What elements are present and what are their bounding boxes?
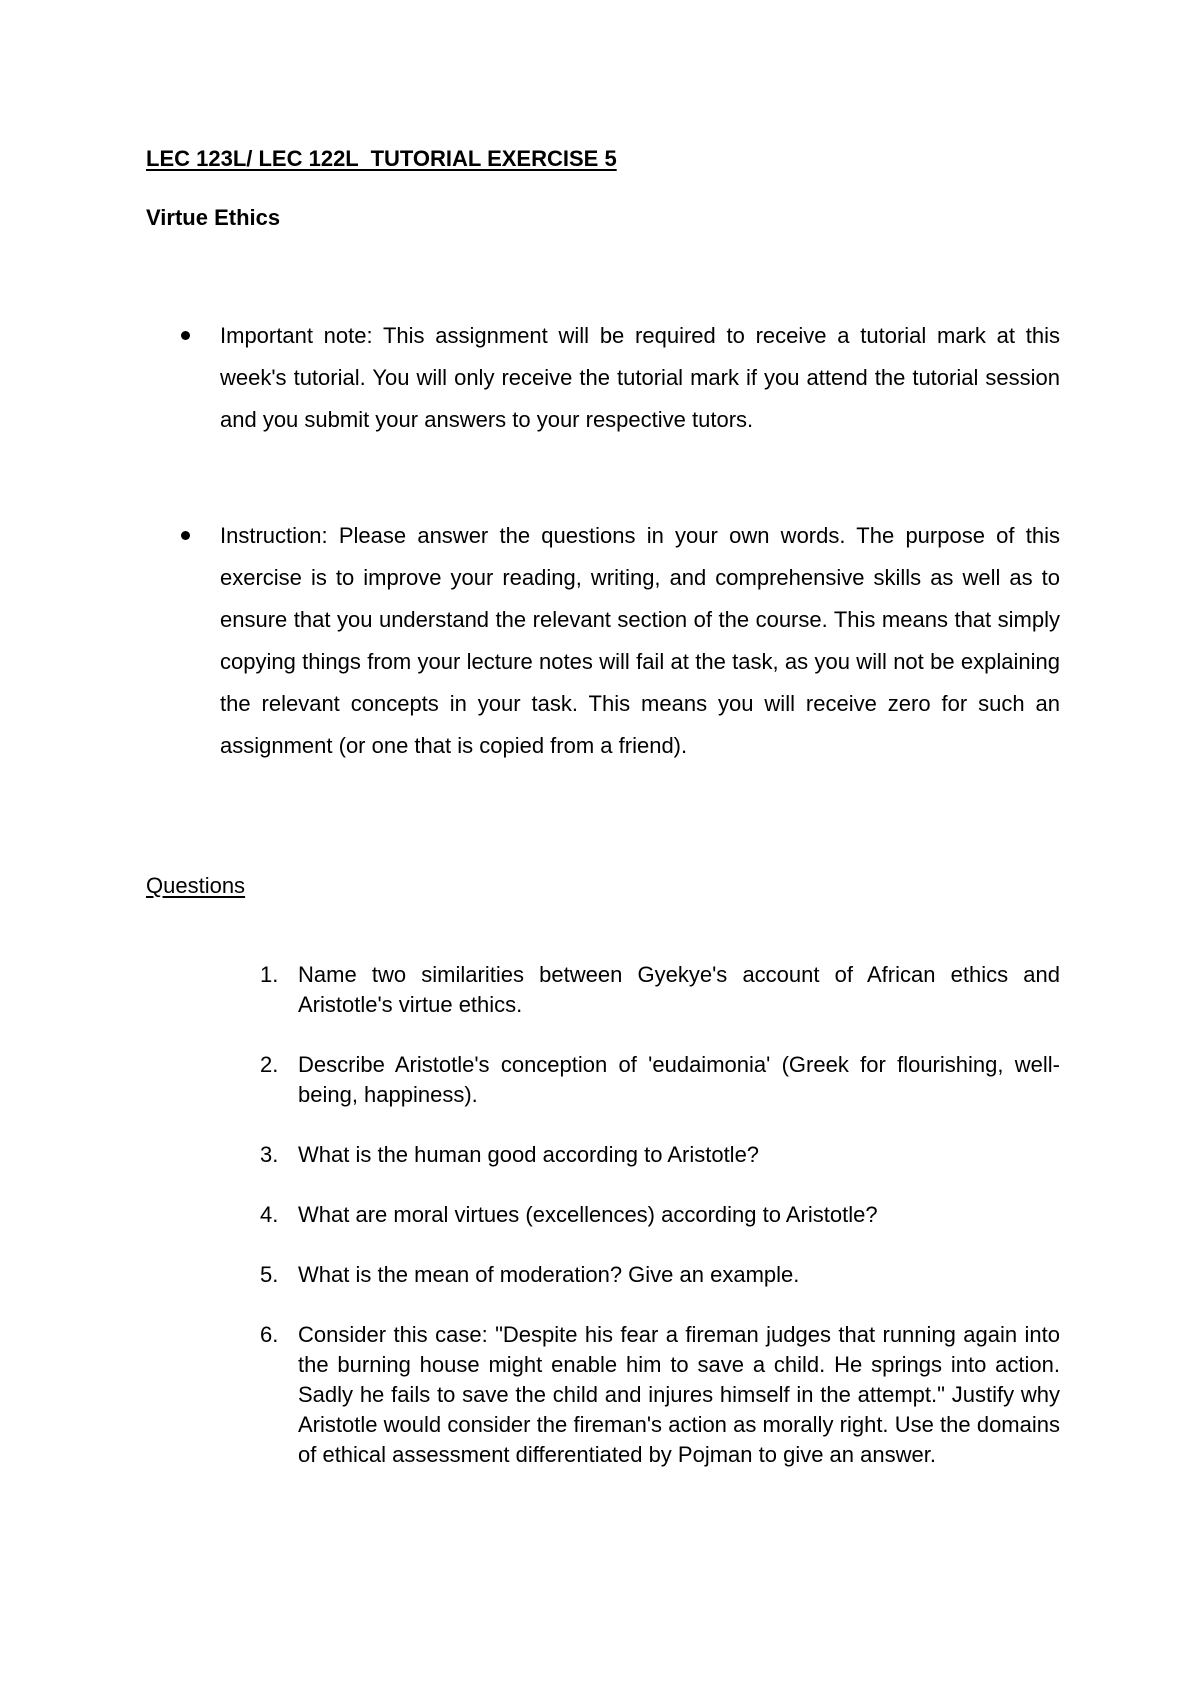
questions-list xyxy=(146,960,1060,1500)
question-text: What are moral virtues (excellences) according to Aristotle? xyxy=(298,1202,878,1227)
question-item xyxy=(146,1320,1060,1470)
bullet-important-note xyxy=(146,315,1060,441)
question-text: What is the mean of moderation? Give an example. xyxy=(298,1262,800,1287)
question-number: 4. xyxy=(260,1202,279,1227)
bullet-dot-icon xyxy=(181,331,190,340)
question-number: 2. xyxy=(260,1052,279,1077)
question-number: 3. xyxy=(260,1142,279,1167)
bullet-text: Instruction: Please answer the questions in your own words. The purpose of this exercise is to improve your reading, writing, and comprehensive skills as well as to ensure that you understand the relevant section of the course. This means that simply copying things from your lecture notes will fail at the task, as you will not be explaining the relevant concepts in your task. This means you will receive zero for such an assignment (or one that is copied from a friend). xyxy=(220,523,1060,758)
question-text: Consider this case: "Despite his fear a fireman judges that running again into the burning house might enable him to save a child. He springs into action. Sadly he fails to save the child and injures himself in the attempt." Justify why Aristotle would consider the fireman's action as morally right. Use the domains of ethical assessment differentiated by Pojman to give an answer. xyxy=(298,1322,1060,1467)
bullet-dot-icon xyxy=(181,531,190,540)
question-item xyxy=(146,1050,1060,1110)
bullet-instruction xyxy=(146,515,1060,767)
question-text: What is the human good according to Aristotle? xyxy=(298,1142,760,1167)
document-subtitle: Virtue Ethics xyxy=(146,205,281,230)
document-title: LEC 123L/ LEC 122L TUTORIAL EXERCISE 5 xyxy=(146,146,617,171)
question-text: Describe Aristotle's conception of 'eudaimonia' (Greek for flourishing, well-being, happiness). xyxy=(298,1052,1060,1107)
question-number: 6. xyxy=(260,1322,279,1347)
question-item xyxy=(146,1200,1060,1230)
question-item xyxy=(146,960,1060,1020)
question-number: 5. xyxy=(260,1262,279,1287)
question-item xyxy=(146,1140,1060,1170)
bullet-text: Important note: This assignment will be required to receive a tutorial mark at this week's tutorial. You will only receive the tutorial mark if you attend the tutorial session and you submit your answers to your respective tutors. xyxy=(220,323,1060,432)
question-text: Name two similarities between Gyekye's account of African ethics and Aristotle's virtue ethics. xyxy=(298,962,1060,1017)
questions-heading: Questions xyxy=(146,873,246,898)
question-item xyxy=(146,1260,1060,1290)
question-number: 1. xyxy=(260,962,279,987)
